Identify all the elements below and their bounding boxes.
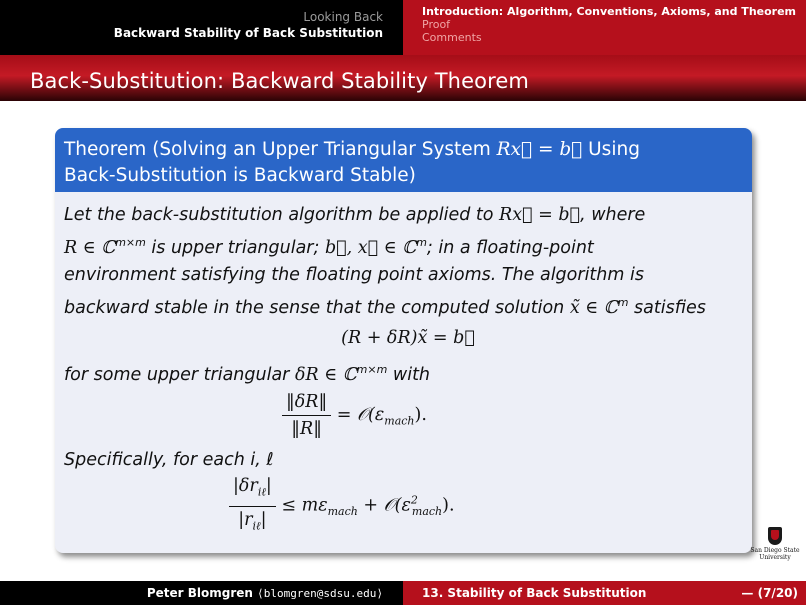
inline-equation: b⃗, x⃗ ∈ ℂ xyxy=(324,237,417,258)
nav-right-panel xyxy=(403,0,806,55)
equation-rhs: + 𝒪(ε xyxy=(357,495,411,516)
logo-line2: University xyxy=(759,554,791,561)
theorem-body xyxy=(55,192,752,538)
inline-equation: x̃ ∈ ℂ xyxy=(569,297,618,318)
fraction xyxy=(282,390,331,441)
text-fragment: Let the back-substitution algorithm be applied to xyxy=(64,205,500,225)
logo-line1: San Diego State xyxy=(750,547,800,554)
theorem-title-end: Using xyxy=(582,139,640,160)
subscript: iℓ xyxy=(257,485,266,499)
logo-text xyxy=(748,547,802,561)
header-navigation xyxy=(0,0,806,55)
text-fragment: |r xyxy=(238,509,253,530)
theorem-line-1 xyxy=(64,202,752,229)
theorem-title-line2: Back-Substitution is Backward Stable) xyxy=(64,165,416,186)
nav-section-link[interactable]: Looking Back xyxy=(303,10,383,24)
nav-item-proof[interactable]: Proof xyxy=(422,18,451,31)
text-fragment: backward stable in the sense that the computed solution xyxy=(64,297,570,318)
subscript: iℓ xyxy=(252,519,261,533)
footer xyxy=(0,581,806,605)
theorem-title-text: Theorem (Solving an Upper Triangular System xyxy=(64,139,497,160)
talk-title: 13. Stability of Back Substitution xyxy=(422,586,647,600)
fraction-denominator xyxy=(234,507,270,539)
theorem-line-2 xyxy=(64,229,752,262)
superscript: m xyxy=(617,295,629,309)
text-fragment: | xyxy=(260,509,267,530)
equation-rhs: = 𝒪(ε xyxy=(331,405,385,426)
text-fragment: is upper triangular; xyxy=(145,237,325,258)
fraction-numerator: ‖δR‖ xyxy=(282,390,331,416)
fraction-numerator xyxy=(229,474,276,507)
nav-item-introduction[interactable]: Introduction: Algorithm, Conventions, Axioms, and Theorem xyxy=(422,5,797,18)
equation-rhs-end: ). xyxy=(414,405,427,426)
text-fragment: ; in a floating-point xyxy=(426,237,594,258)
equation-perturbed-system: (R + δR)x̃ = b⃗ xyxy=(341,327,475,348)
equation-rhs-end: ). xyxy=(442,495,455,516)
text-fragment: for some upper triangular xyxy=(64,364,295,385)
author-name: Peter Blomgren xyxy=(146,586,253,600)
nav-subsection-link[interactable]: Backward Stability of Back Substitution xyxy=(113,26,383,40)
inline-equation: δR ∈ ℂ xyxy=(294,364,357,385)
shield-icon xyxy=(768,527,782,545)
author-email: ⟨blomgren@sdsu.edu⟩ xyxy=(257,587,383,600)
nav-item-comments[interactable]: Comments xyxy=(422,31,482,44)
fraction xyxy=(229,474,276,538)
subscript: mach xyxy=(384,414,415,428)
theorem-line-4 xyxy=(64,289,752,322)
frame-title: Back-Substitution: Backward Stability Theorem xyxy=(30,69,529,93)
inline-equation: R ∈ ℂ xyxy=(64,237,116,258)
text-fragment: with xyxy=(387,364,431,385)
page-number: — (7/20) xyxy=(741,586,798,600)
superscript: m×m xyxy=(356,362,388,376)
text-fragment: |δr xyxy=(233,476,258,497)
subscript: mach xyxy=(411,505,443,519)
theorem-block xyxy=(55,128,752,553)
theorem-line-6: Specifically, for each i, ℓ xyxy=(64,450,274,471)
fraction-denominator: ‖R‖ xyxy=(291,419,322,440)
theorem-title-equation: Rx⃗ = b⃗ xyxy=(496,139,583,160)
superscript: 2 xyxy=(410,494,418,508)
university-logo xyxy=(748,527,802,567)
equation-rhs: ≤ mε xyxy=(275,495,328,516)
theorem-title-line1 xyxy=(64,137,752,163)
text-fragment: | xyxy=(265,476,272,497)
equation-relative-error xyxy=(64,390,752,441)
superscript: m×m xyxy=(115,236,146,249)
text-fragment: , where xyxy=(580,205,646,225)
footer-talk xyxy=(403,581,806,605)
theorem-header xyxy=(55,128,752,192)
subscript: mach xyxy=(327,505,358,519)
equation-entrywise-error xyxy=(64,474,752,538)
footer-author xyxy=(0,581,403,605)
superscript: m xyxy=(416,236,427,249)
theorem-line-3: environment satisfying the floating point axioms. The algorithm is xyxy=(64,264,644,285)
inline-equation: Rx⃗ = b⃗ xyxy=(499,205,581,225)
frame-title-bar xyxy=(0,55,806,101)
nav-left-panel xyxy=(0,0,403,55)
text-fragment: satisfies xyxy=(628,297,706,318)
theorem-line-5 xyxy=(64,356,752,389)
